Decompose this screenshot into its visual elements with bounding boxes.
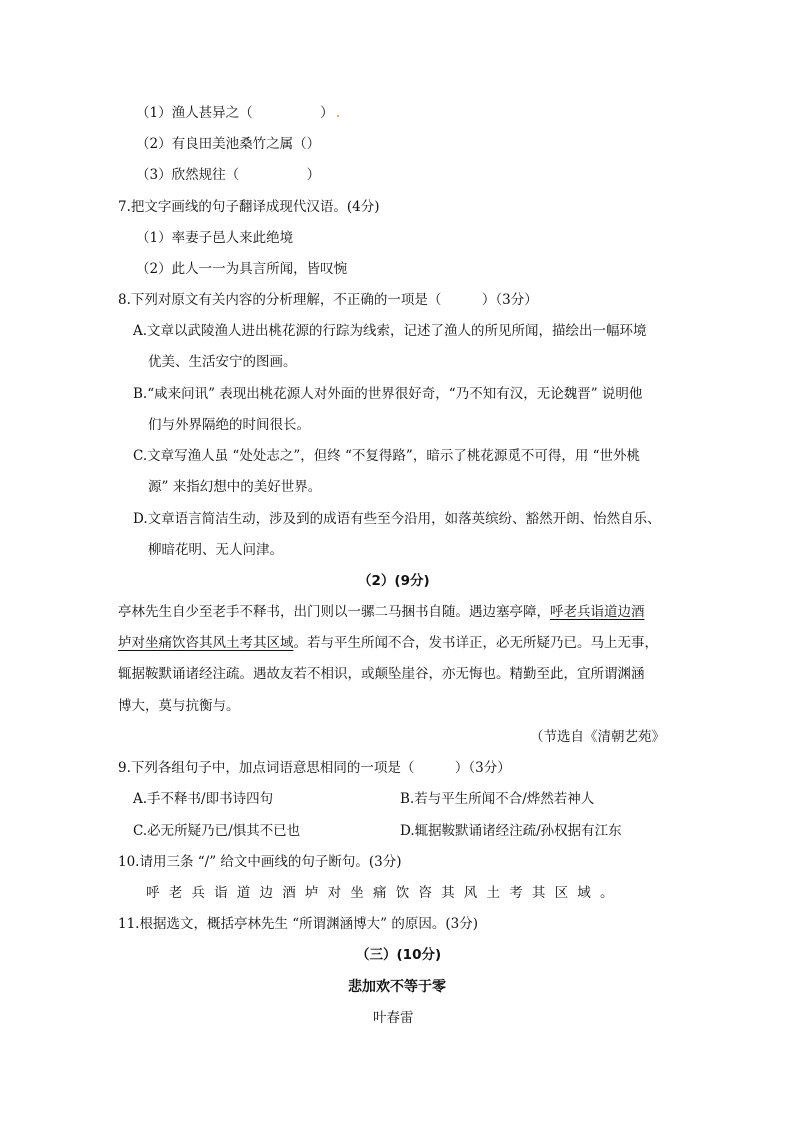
article-author: 叶春雷 — [373, 1010, 414, 1026]
q7-item-1: （1）率妻子邑人来此绝境 — [136, 230, 294, 246]
q8-option-c-line2: 源” 来指幻想中的美好世界。 — [148, 479, 322, 495]
passage-line-2-text: 。若与平生所闻不合，发书详正，必无所疑乃已。马上无事， — [293, 635, 658, 651]
passage-line-1-text: 亭林先生自少至老手不释书，出门则以一骡二马捆书自随。遇边塞亭障， — [118, 604, 550, 620]
q8-option-d-line1: D.文章语言简洁生动，涉及到的成语有些至今沿用，如落英缤纷、豁然开朗、怡然自乐、 — [133, 511, 661, 527]
q6-item-2: （2）有良田美池桑竹之属（） — [136, 136, 321, 152]
q9-option-c: C.必无所疑乃已/惧其不已也 — [133, 823, 301, 839]
q6-item-3: （3）欣然规往（ ） — [136, 167, 321, 183]
q7-stem: 7.把文字画线的句子翻译成现代汉语。(4分) — [118, 199, 380, 215]
q11-stem: 11.根据选文，概括亭林先生 “所谓渊涵博大” 的原因。(3分) — [118, 916, 478, 932]
stray-dot — [337, 115, 339, 117]
q9-option-b: B.若与平生所闻不合/烨然若神人 — [400, 791, 595, 807]
q8-option-a-line1: A.文章以武陵渔人进出桃花源的行踪为线索，记述了渔人的所见所闻，描绘出一幅环境 — [133, 323, 647, 339]
passage-source: （节选自《清朝艺苑》 — [530, 729, 665, 745]
underlined-sentence-part-1: 呼老兵诣道边酒 — [550, 604, 645, 620]
passage-line-1 — [118, 602, 645, 622]
passage-line-3: 辄据鞍默诵诸经注疏。遇故友若不相识，或颠坠崖谷，亦无悔也。精勤至此，宜所谓渊涵 — [118, 666, 645, 682]
q8-option-c-line1: C.文章写渔人虽 “处处志之”，但终 “不复得路”，暗示了桃花源觅不可得，用 “世外桃 — [133, 448, 641, 464]
passage-line-2 — [118, 633, 658, 653]
section-2-heading: （2）(9分) — [358, 573, 430, 589]
q10-sentence: 呼老兵诣道边酒垆对坐痛饮咨其风土考其区域。 — [146, 885, 623, 901]
q7-item-2: （2）此人一一为具言所闻，皆叹惋 — [136, 261, 348, 277]
passage-line-4: 博大，莫与抗衡与。 — [118, 698, 240, 714]
underlined-sentence-part-2: 垆对坐痛饮咨其风土考其区域 — [118, 635, 294, 651]
q6-item-1: （1）渔人甚异之（ ） — [136, 105, 334, 121]
article-title: 悲加欢不等于零 — [348, 979, 446, 995]
q8-option-a-line2: 优美、生活安宁的图画。 — [148, 354, 297, 370]
q10-stem: 10.请用三条 “/” 给文中画线的句子断句。(3分) — [118, 854, 402, 870]
q9-option-d: D.辄据鞍默诵诸经注疏/孙权据有江东 — [400, 823, 622, 839]
section-3-heading: （三）(10分) — [356, 947, 442, 963]
q9-stem: 9.下列各组句子中，加点词语意思相同的一项是（ ）（3分） — [118, 760, 511, 776]
q9-option-a: A.手不释书/即书诗四句 — [133, 791, 274, 807]
q8-option-b-line1: B.“咸来问讯” 表现出桃花源人对外面的世界很好奇，“乃不知有汉，无论魏晋” 说明他 — [133, 386, 643, 402]
q8-option-b-line2: 们与外界隔绝的时间很长。 — [148, 417, 310, 433]
q8-option-d-line2: 柳暗花明、无人问津。 — [148, 542, 283, 558]
q8-stem: 8.下列对原文有关内容的分析理解，不正确的一项是（ ）（3分） — [118, 292, 538, 308]
